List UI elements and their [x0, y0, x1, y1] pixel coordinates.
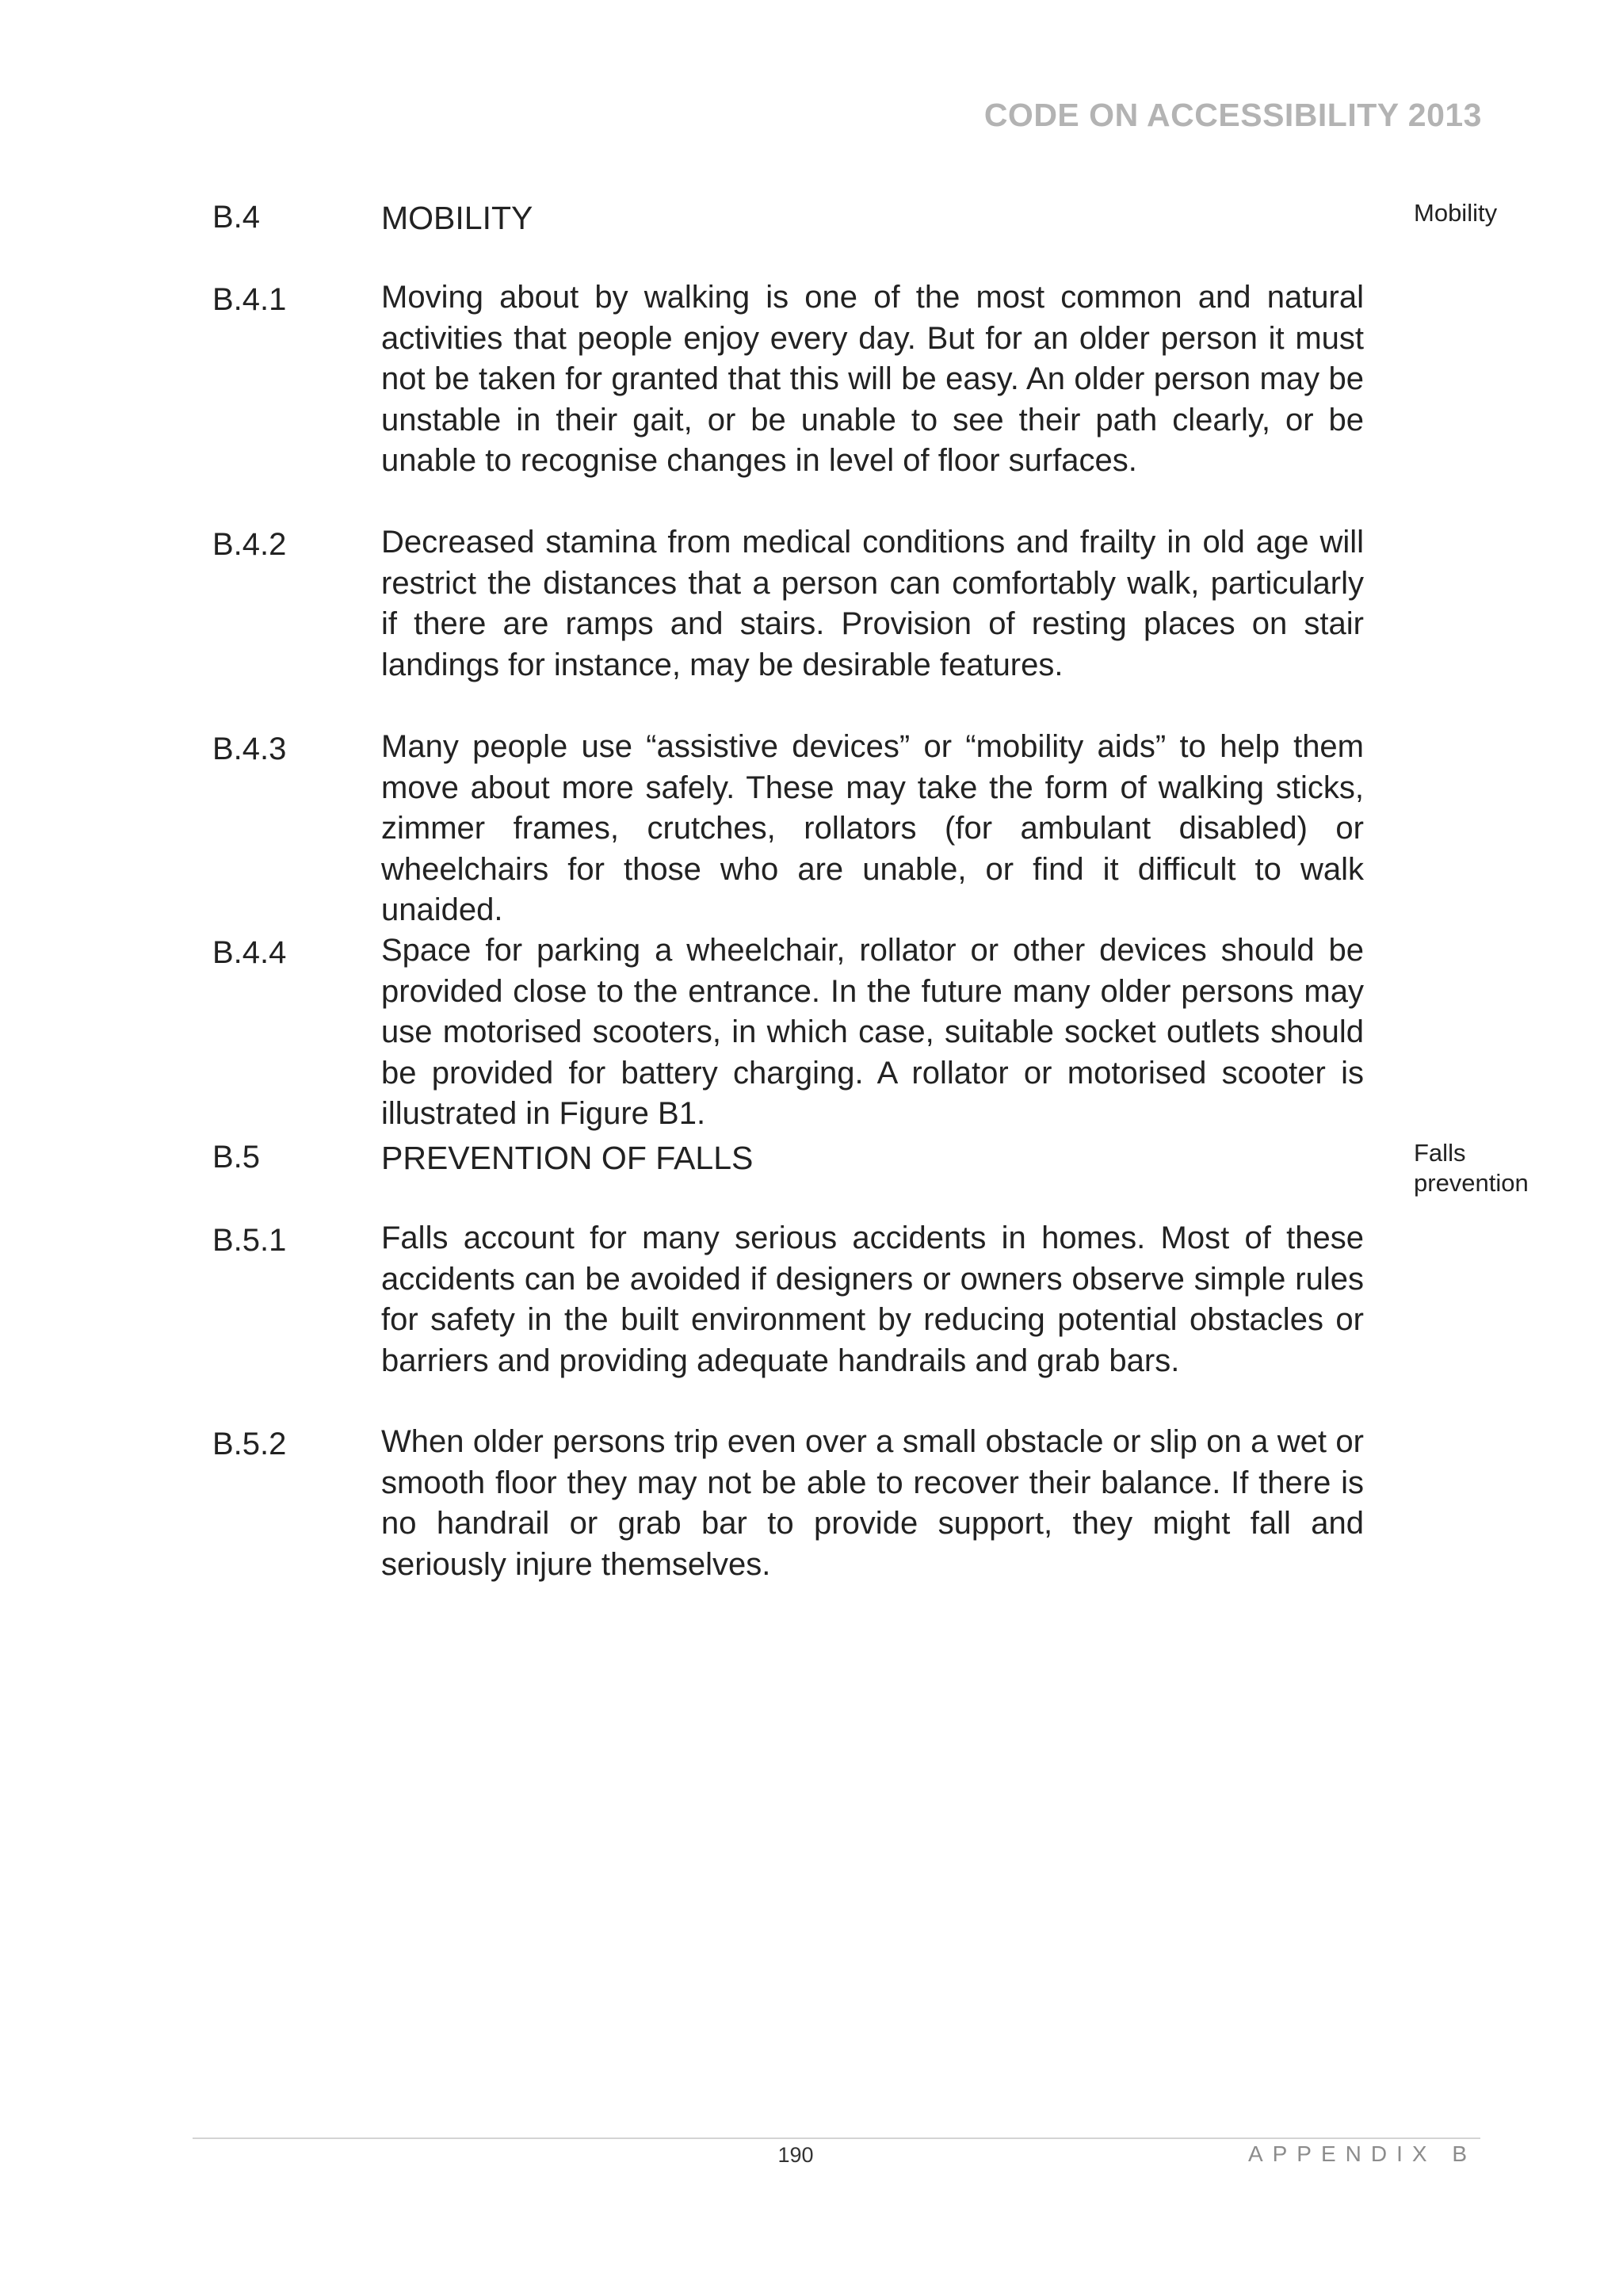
- page-number: 190: [777, 2143, 814, 2167]
- paragraph-number: B.4.4: [212, 935, 287, 970]
- paragraph-text: Falls account for many serious accidents in homes. Most of these accidents can be avoided if designers or owners observe simple rules for safety in the built environment by reducing potential obstacles or barriers and providing adequate handrails and grab bars.: [381, 1221, 1364, 1378]
- paragraph-number: B.4.3: [212, 732, 287, 766]
- margin-note: Mobility: [1414, 199, 1498, 227]
- paragraph-number: B.5.1: [212, 1223, 287, 1258]
- document-header-title: CODE ON ACCESSIBILITY 2013: [983, 97, 1482, 133]
- paragraph-number: B.4.2: [212, 527, 287, 562]
- paragraph-text: When older persons trip even over a small obstacle or slip on a wet or smooth floor they may not be able to recover their balance. If there is no handrail or grab bar to provide support, they might fall and seriously injure themselves.: [381, 1424, 1364, 1582]
- section-heading: PREVENTION OF FALLS: [381, 1140, 754, 1176]
- section-number: B.5: [212, 1140, 261, 1175]
- section-heading: MOBILITY: [381, 200, 533, 236]
- paragraph-text: Space for parking a wheelchair, rollator or other devices should be provided close to the entrance. In the future many older persons may use motorised scooters, in which case, suitable socket outlets should be provided for battery charging. A rollator or motorised scooter is illustrated in Figure B1.: [381, 933, 1364, 1131]
- paragraph-text: Many people use “assistive devices” or “mobility aids” to help them move about more safely. These may take the form of walking sticks, zimmer frames, crutches, rollators (for ambulant disabled) or wheelchairs for those who are unable, or find it difficult to walk unaided.: [381, 729, 1364, 927]
- paragraph-text: Decreased stamina from medical conditions and frailty in old age will restrict the distances that a person can comfortably walk, particularly if there are ramps and stairs. Provision of resting places on stair landings for instance, may be desirable features.: [381, 525, 1364, 682]
- paragraph-text: Moving about by walking is one of the most common and natural activities that people enjoy every day. But for an older person it must not be taken for granted that this will be easy. An older person may be unstable in their gait, or be unable to see their path clearly, or be unable to recognise changes in level of floor surfaces.: [381, 280, 1364, 478]
- section-number: B.4: [212, 200, 261, 235]
- margin-note: Falls prevention: [1414, 1139, 1529, 1197]
- appendix-label: APPENDIX B: [1247, 2141, 1476, 2166]
- paragraph-number: B.5.2: [212, 1427, 287, 1461]
- footer-divider: [193, 2137, 1480, 2139]
- paragraph-number: B.4.1: [212, 282, 287, 317]
